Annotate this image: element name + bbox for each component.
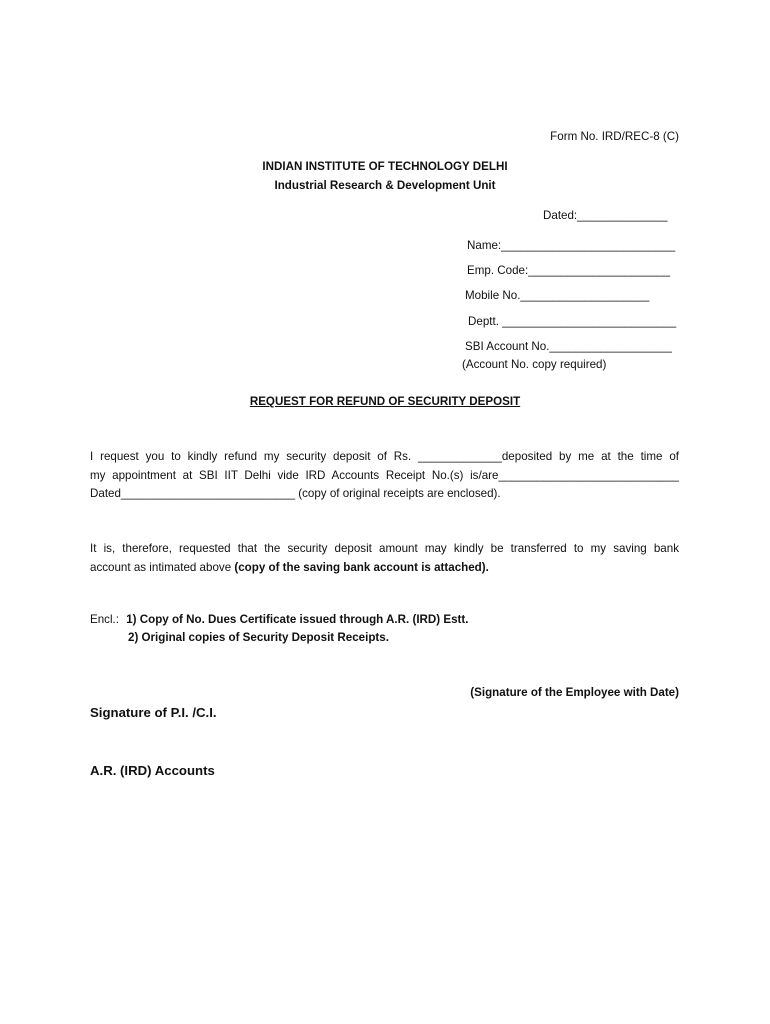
sbi-account-field: SBI Account No.___________________	[465, 340, 672, 353]
account-note: (Account No. copy required)	[462, 358, 607, 371]
paragraph-line: Dated___________________________ (copy of original receipts are enclosed).	[90, 487, 501, 500]
ar-accounts-label: A.R. (IRD) Accounts	[90, 763, 215, 778]
mobile-field: Mobile No.____________________	[465, 289, 650, 302]
transfer-paragraph	[90, 540, 679, 577]
name-field: Name:___________________________	[467, 239, 676, 252]
form-number: Form No. IRD/REC-8 (C)	[550, 130, 679, 143]
employee-signature-label: (Signature of the Employee with Date)	[470, 686, 679, 699]
paragraph-text: account as intimated above	[90, 560, 235, 574]
paragraph-line: It is, therefore, requested that the security deposit amount may kindly be transferred to my saving bank	[90, 542, 679, 555]
enclosure-item: 2) Original copies of Security Deposit Receipts.	[128, 631, 389, 644]
paragraph-line: I request you to kindly refund my security deposit of Rs. _____________deposited by me at the time of	[90, 450, 679, 463]
request-title: REQUEST FOR REFUND OF SECURITY DEPOSIT	[249, 395, 521, 408]
institute-name: INDIAN INSTITUTE OF TECHNOLOGY DELHI	[262, 160, 508, 173]
emp-code-field: Emp. Code:______________________	[467, 264, 671, 277]
enclosure-item: 1) Copy of No. Dues Certificate issued through A.R. (IRD) Estt.	[126, 613, 469, 626]
request-paragraph	[90, 448, 679, 504]
paragraph-line	[90, 559, 679, 578]
pi-signature-label: Signature of P.I. /C.I.	[90, 705, 217, 720]
unit-name: Industrial Research & Development Unit	[274, 179, 496, 192]
paragraph-bold-text: (copy of the saving bank account is attached).	[234, 560, 489, 574]
enclosure-label: Encl.:	[90, 613, 119, 626]
deptt-field: Deptt. ___________________________	[468, 315, 677, 328]
enclosures	[90, 613, 469, 626]
dated-field: Dated:______________	[543, 209, 668, 222]
paragraph-line: my appointment at SBI IIT Delhi vide IRD Accounts Receipt No.(s) is/are____________________________	[90, 468, 679, 482]
